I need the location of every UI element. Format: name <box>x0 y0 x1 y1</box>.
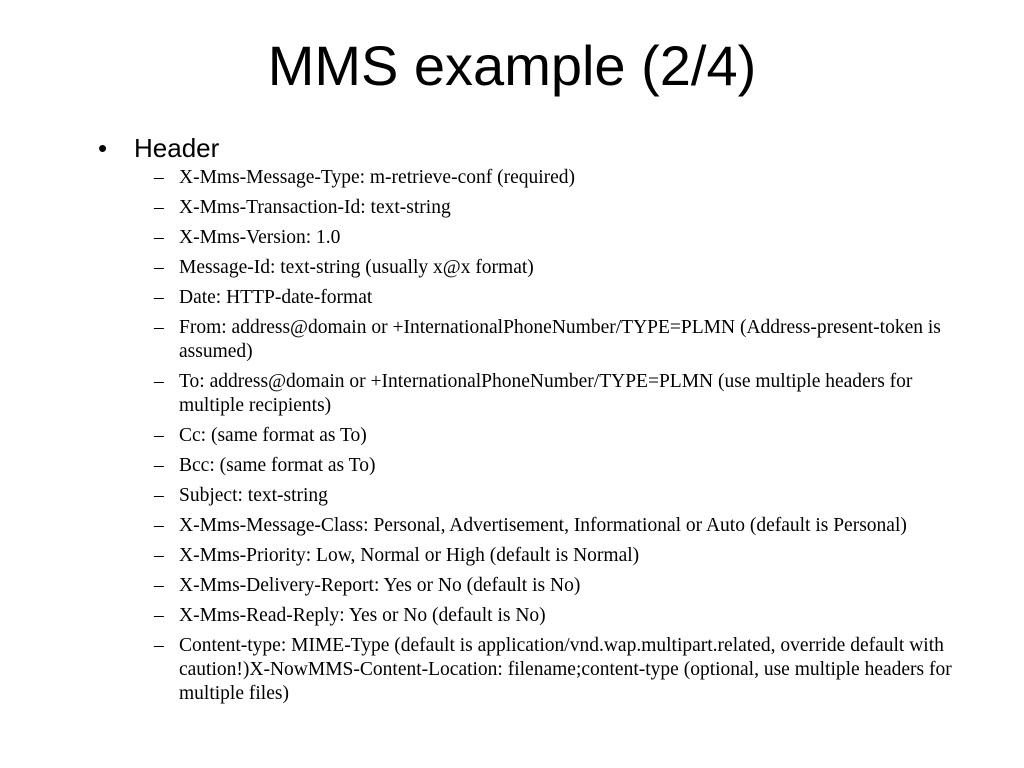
item-text: Subject: text-string <box>179 485 328 506</box>
dash-icon: – <box>154 515 164 536</box>
item-text: X-Mms-Message-Type: m-retrieve-conf (required) <box>179 167 576 188</box>
bullet-icon: • <box>98 133 108 163</box>
list-item <box>92 226 962 250</box>
list-item <box>92 514 962 538</box>
bullet-label: Header <box>134 133 220 163</box>
list-item <box>92 574 962 598</box>
item-text: Content-type: MIME-Type (default is application/vnd.wap.multipart.related, override default with caution!)X-NowMMS-Content-Location: filename;content-type (optional, use multiple headers for multiple files) <box>179 635 952 704</box>
dash-icon: – <box>154 317 164 338</box>
item-text: X-Mms-Priority: Low, Normal or High (default is Normal) <box>179 545 640 566</box>
slide-content <box>92 132 962 712</box>
slide-title: MMS example (2/4) <box>267 34 757 97</box>
dash-icon: – <box>154 227 164 248</box>
list-item <box>92 316 962 364</box>
dash-icon: – <box>154 575 164 596</box>
dash-icon: – <box>154 197 164 218</box>
item-text: Message-Id: text-string (usually x@x format) <box>179 257 534 278</box>
item-text: Cc: (same format as To) <box>179 425 367 446</box>
list-item <box>92 484 962 508</box>
dash-icon: – <box>154 257 164 278</box>
list-item <box>92 544 962 568</box>
list-item <box>92 286 962 310</box>
item-text: X-Mms-Delivery-Report: Yes or No (default is No) <box>179 575 581 596</box>
header-field-list <box>92 166 962 706</box>
dash-icon: – <box>154 371 164 392</box>
dash-icon: – <box>154 545 164 566</box>
list-item <box>92 634 962 706</box>
list-item <box>92 424 962 448</box>
item-text: To: address@domain or +InternationalPhoneNumber/TYPE=PLMN (use multiple headers for multiple recipients) <box>179 371 913 416</box>
dash-icon: – <box>154 167 164 188</box>
list-item <box>92 196 962 220</box>
dash-icon: – <box>154 287 164 308</box>
list-item <box>92 454 962 478</box>
dash-icon: – <box>154 605 164 626</box>
item-text: Bcc: (same format as To) <box>179 455 376 476</box>
item-text: X-Mms-Transaction-Id: text-string <box>179 197 451 218</box>
list-item <box>92 370 962 418</box>
item-text: X-Mms-Version: 1.0 <box>179 227 341 248</box>
list-item <box>92 166 962 190</box>
dash-icon: – <box>154 425 164 446</box>
item-text: From: address@domain or +InternationalPhoneNumber/TYPE=PLMN (Address-present-token is assumed) <box>179 317 941 362</box>
item-text: Date: HTTP-date-format <box>179 287 373 308</box>
dash-icon: – <box>154 485 164 506</box>
list-item <box>92 604 962 628</box>
dash-icon: – <box>154 635 164 656</box>
dash-icon: – <box>154 455 164 476</box>
item-text: X-Mms-Message-Class: Personal, Advertisement, Informational or Auto (default is Personal) <box>179 515 907 536</box>
list-item <box>92 256 962 280</box>
item-text: X-Mms-Read-Reply: Yes or No (default is No) <box>179 605 546 626</box>
bullet-header <box>92 132 962 164</box>
